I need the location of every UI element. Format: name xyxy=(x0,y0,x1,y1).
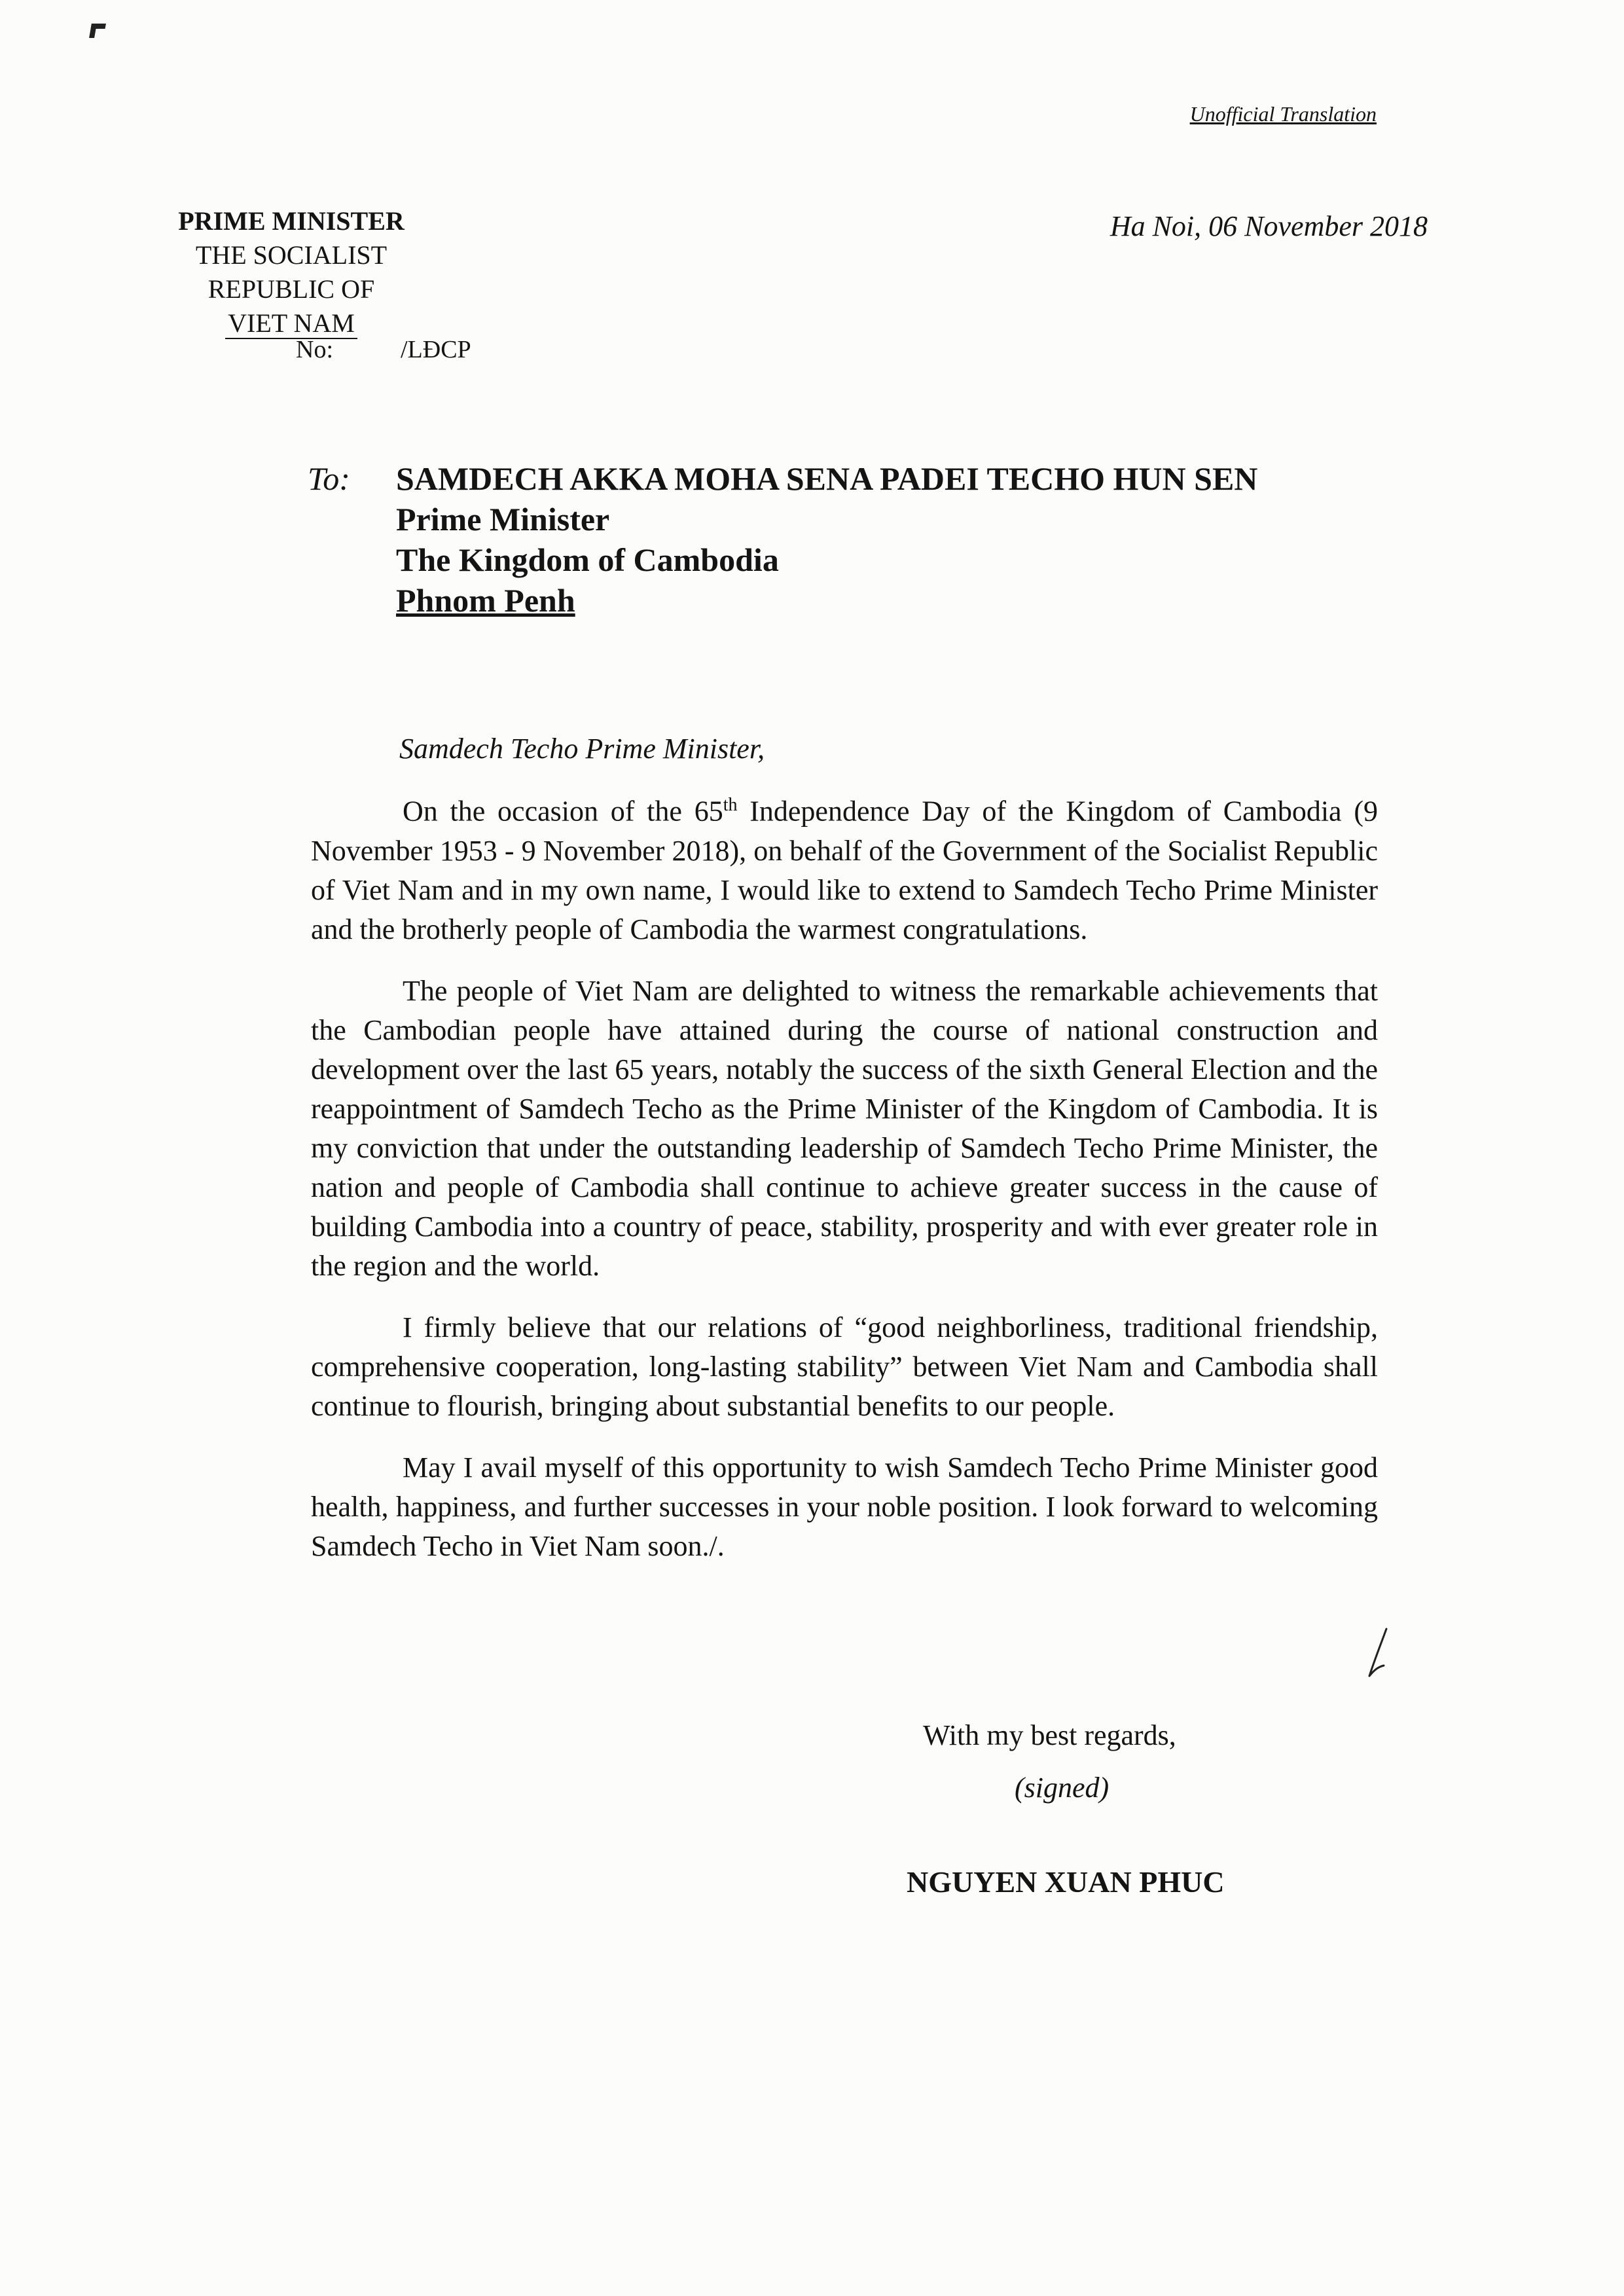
signed-note: (signed) xyxy=(1015,1772,1110,1804)
ordinal-suffix: th xyxy=(723,795,738,815)
recipient-country: The Kingdom of Cambodia xyxy=(396,541,779,578)
recipient-to-label: To: xyxy=(308,460,350,497)
reference-label: No: xyxy=(296,336,333,363)
recipient-city: Phnom Penh xyxy=(396,582,575,619)
sender-line2: THE SOCIALIST REPUBLIC OF xyxy=(195,240,388,304)
recipient-lines xyxy=(396,458,1257,621)
sender-block xyxy=(177,204,406,340)
paragraph-3: I firmly believe that our relations of “good neighborliness, traditional friendship, comprehensive cooperation, long-lasting stability” between Viet Nam and Cambodia shall continue to flourish, bringing about substantial benefits to our people. xyxy=(311,1311,1378,1422)
letter-body xyxy=(311,786,1378,1588)
reference-number xyxy=(296,335,471,364)
signatory-name: NGUYEN XUAN PHUC xyxy=(907,1865,1225,1899)
sender-title: PRIME MINISTER xyxy=(178,206,405,236)
paragraph-1 xyxy=(311,786,1378,949)
paragraph-1-start: On the occasion of the 65 xyxy=(403,795,723,828)
paragraph-1-rest: Independence Day of the Kingdom of Cambodia (9 November 1953 - 9 November 2018), on behalf of the Government of the Socialist Republic of Viet Nam and in my own name, I would like to extend to Samdech Techo Prime Minister and the brotherly people of Cambodia the warmest congratulations. xyxy=(311,795,1378,945)
closing-phrase: With my best regards, xyxy=(923,1719,1176,1751)
scan-corner-mark xyxy=(89,24,106,38)
paragraph-2: The people of Viet Nam are delighted to witness the remarkable achievements that the Cambodian people have attained during the course of national construction and development over the last 65 years, notably the success of the sixth General Election and the reappointment of Samdech Techo as the Prime Minister of the Kingdom of Cambodia. It is my conviction that under the outstanding leadership of Samdech Techo Prime Minister, the nation and people of Cambodia shall continue to achieve greater success in the cause of building Cambodia into a country of peace, stability, prosperity and with ever greater role in the region and the world. xyxy=(311,974,1378,1282)
reference-code: /LĐCP xyxy=(401,336,471,363)
dateline: Ha Noi, 06 November 2018 xyxy=(1110,210,1428,242)
salutation: Samdech Techo Prime Minister, xyxy=(399,733,765,765)
paragraph-4: May I avail myself of this opportunity to wish Samdech Techo Prime Minister good health, happiness, and further successes in your noble position. I look forward to welcoming Samdech Techo in Viet Nam soon./. xyxy=(311,1451,1378,1562)
translation-note: Unofficial Translation xyxy=(1189,102,1377,126)
recipient-name: SAMDECH AKKA MOHA SENA PADEI TECHO HUN SEN xyxy=(396,460,1258,497)
sender-line3: VIET NAM xyxy=(225,308,357,339)
recipient-position: Prime Minister xyxy=(396,501,610,538)
initial-pen-mark-icon xyxy=(1355,1624,1394,1683)
